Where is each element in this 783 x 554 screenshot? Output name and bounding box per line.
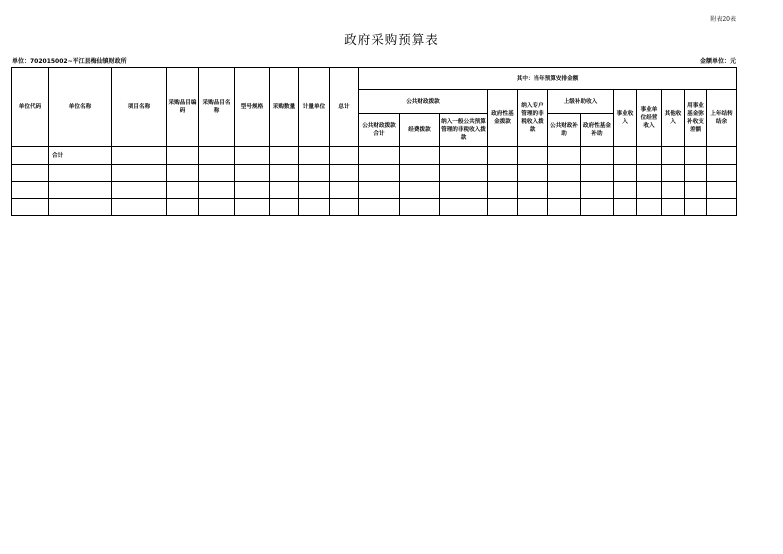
header-special-non-tax: 纳入专户管理的非税收入拨款 xyxy=(518,90,548,147)
header-unit-name: 单位名称 xyxy=(49,68,112,147)
header-gov-fund: 政府性基金拨款 xyxy=(488,90,518,147)
cell-unit-name xyxy=(49,182,112,199)
page-title: 政府采购预算表 xyxy=(344,32,439,47)
cell-unit-name xyxy=(49,165,112,182)
header-business-income: 事业收入 xyxy=(614,90,637,147)
cell-unit-name xyxy=(49,199,112,216)
procurement-budget-table xyxy=(11,67,737,216)
header-group-public-finance: 公共财政拨款 xyxy=(359,90,488,114)
unit-label: 单位：702015002~平江县梅仙镇财政所 xyxy=(12,58,127,65)
table-row xyxy=(12,182,737,199)
cell-unit-code xyxy=(12,182,49,199)
header-public-total: 公共财政拨款合计 xyxy=(359,114,400,147)
header-group-upper-subsidy: 上级补助收入 xyxy=(548,90,614,114)
header-fund-balance: 用事业基金弥补收支差额 xyxy=(685,90,707,147)
header-public-subsidy: 公共财政补助 xyxy=(548,114,581,147)
table-row xyxy=(12,147,737,165)
header-other-income: 其他收入 xyxy=(662,90,685,147)
cell-unit-code xyxy=(12,165,49,182)
cell-unit-name: 合计 xyxy=(49,147,112,165)
header-gov-fund-subsidy: 政府性基金补助 xyxy=(581,114,614,147)
table-row xyxy=(12,165,737,182)
header-project-name: 项目名称 xyxy=(112,68,167,147)
page-tag: 附表20表 xyxy=(710,16,736,23)
cell-unit-code xyxy=(12,199,49,216)
amount-unit-label: 金额单位：元 xyxy=(699,58,736,65)
header-total: 总计 xyxy=(330,68,359,147)
header-quantity: 采购数量 xyxy=(270,68,299,147)
header-group-current-year: 其中：当年预算安排金额 xyxy=(359,68,737,90)
header-catalog-code: 采购品目编码 xyxy=(167,68,199,147)
header-model-spec: 型号规格 xyxy=(235,68,270,147)
header-funding: 经费拨款 xyxy=(400,114,440,147)
cell-unit-code xyxy=(12,147,49,165)
header-unit-code: 单位代码 xyxy=(12,68,49,147)
header-catalog-name: 采购品目名称 xyxy=(199,68,235,147)
table-row xyxy=(12,199,737,216)
header-measure-unit: 计量单位 xyxy=(299,68,330,147)
header-last-year-balance: 上年结转结余 xyxy=(707,90,737,147)
header-operating-income: 事业单位经营收入 xyxy=(637,90,662,147)
header-non-tax-general: 纳入一般公共预算管理的非税收入拨款 xyxy=(440,114,488,147)
